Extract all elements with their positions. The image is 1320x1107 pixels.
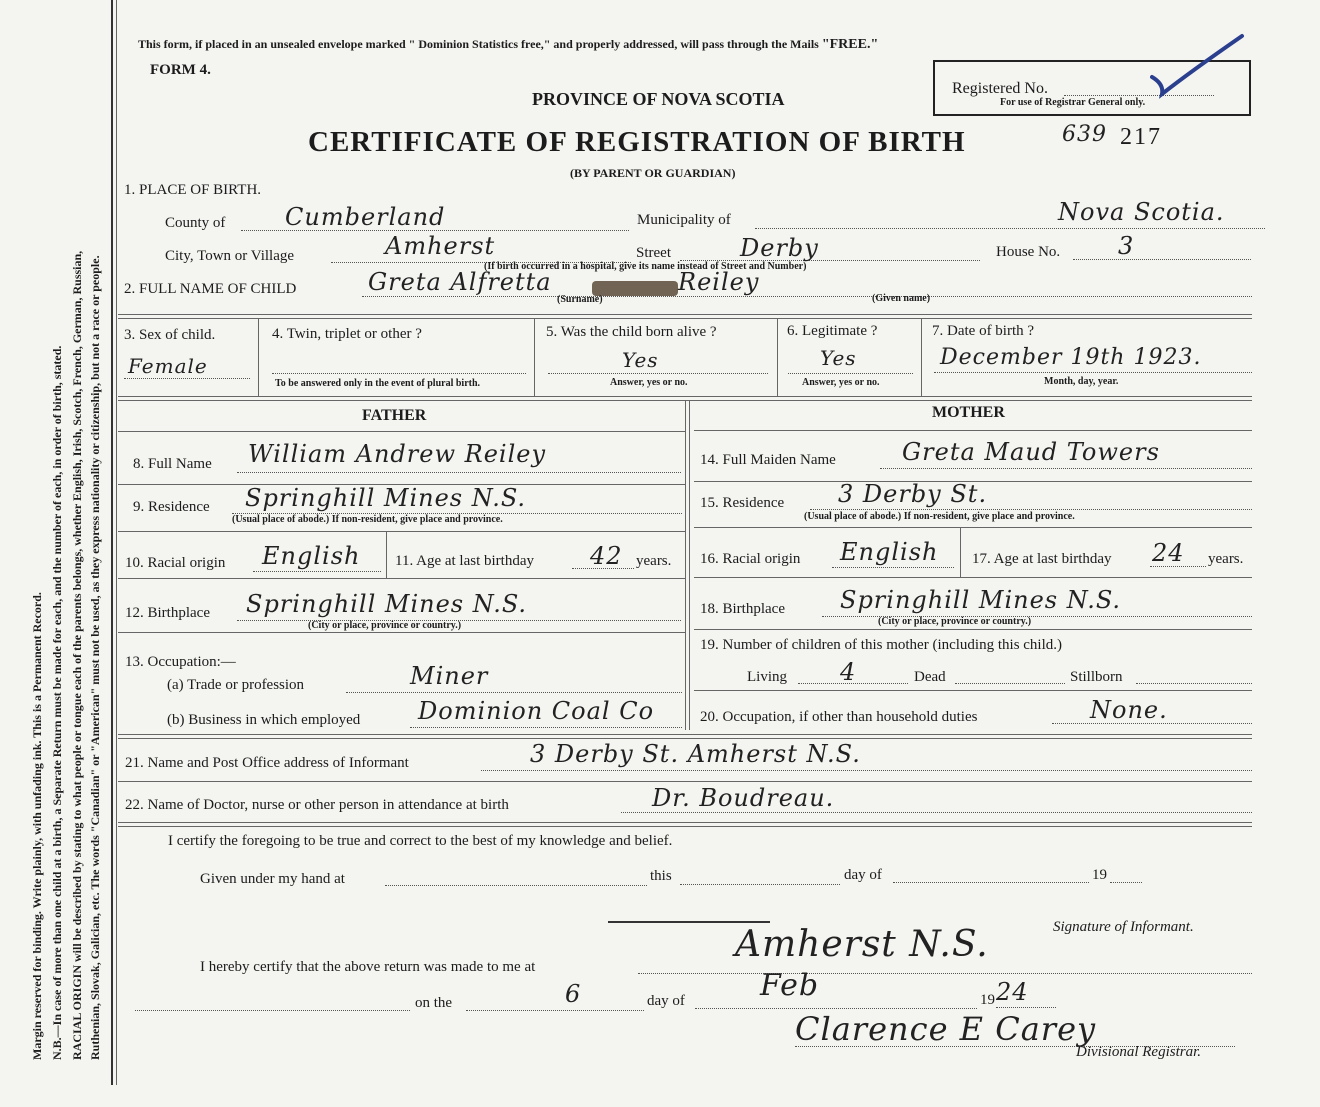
twin-note: To be answered only in the event of plural birth. bbox=[275, 378, 481, 389]
side-note-1: Margin reserved for binding. Write plainly, with unfading ink. This is a Permanent Record. bbox=[30, 592, 44, 1060]
mother-occupation-value: None. bbox=[1090, 696, 1168, 724]
year-label: 19 bbox=[980, 992, 995, 1008]
binding-margin-line-inner bbox=[116, 0, 117, 1085]
alive-value: Yes bbox=[622, 348, 659, 372]
living-label: Living bbox=[747, 669, 787, 685]
house-label: House No. bbox=[996, 244, 1061, 260]
father-race-label: 10. Racial origin bbox=[125, 555, 226, 571]
father-heading: FATHER bbox=[362, 407, 427, 424]
father-residence-value: Springhill Mines N.S. bbox=[245, 484, 527, 512]
father-name-value: William Andrew Reiley bbox=[248, 440, 547, 468]
dead-label: Dead bbox=[914, 669, 946, 685]
given-name-caption: (Given name) bbox=[872, 293, 931, 304]
this-label: this bbox=[650, 868, 672, 884]
certify-statement: I certify the foregoing to be true and correct to the best of my knowledge and belief. bbox=[168, 833, 673, 849]
mother-birthplace-note: (City or place, province or country.) bbox=[878, 616, 1032, 627]
mother-children-label: 19. Number of children of this mother (including this child.) bbox=[700, 637, 1063, 653]
city-label: City, Town or Village bbox=[165, 248, 295, 264]
mother-name-label: 14. Full Maiden Name bbox=[700, 452, 836, 468]
mother-name-value: Greta Maud Towers bbox=[902, 438, 1160, 466]
hospital-note: (If birth occurred in a hospital, give its name instead of Street and Number) bbox=[484, 261, 807, 272]
dob-value: December 19th 1923. bbox=[940, 345, 1202, 370]
sex-label: 3. Sex of child. bbox=[124, 327, 216, 343]
living-value: 4 bbox=[840, 658, 857, 686]
return-label: I hereby certify that the above return was made to me at bbox=[200, 959, 536, 975]
father-age-unit: years. bbox=[636, 553, 672, 569]
side-note-4: Ruthenian, Slovak, Galician, etc. The words "Canadian" or "American" must not be used, as they express nationality or citizenship, but not a race or people. bbox=[88, 255, 102, 1060]
child-name-value: Greta Alfretta bbox=[368, 268, 552, 296]
father-birthplace-value: Springhill Mines N.S. bbox=[246, 590, 528, 618]
father-birthplace-label: 12. Birthplace bbox=[125, 605, 210, 621]
given-under-label: Given under my hand at bbox=[200, 871, 345, 887]
mother-residence-note: (Usual place of abode.) If non-resident, give place and province. bbox=[804, 511, 1075, 522]
legitimate-value: Yes bbox=[820, 346, 857, 370]
alive-note: Answer, yes or no. bbox=[610, 377, 688, 388]
side-note-3: RACIAL ORIGIN will be described by stating to what people or tongue each of the parents belongs, whether English, Irish, Scotch, French, German, Russian, bbox=[70, 250, 84, 1060]
return-place-value: Amherst N.S. bbox=[735, 924, 989, 965]
registered-no-label: Registered No. bbox=[952, 80, 1048, 97]
doctor-label: 22. Name of Doctor, nurse or other person in attendance at birth bbox=[125, 797, 509, 813]
ink-smudge bbox=[592, 281, 678, 296]
father-business-value: Dominion Coal Co bbox=[418, 697, 655, 725]
mother-race-value: English bbox=[840, 538, 939, 566]
mother-heading: MOTHER bbox=[932, 404, 1005, 421]
county-label: County of bbox=[165, 215, 226, 231]
father-age-label: 11. Age at last birthday bbox=[395, 553, 534, 569]
certificate-title: CERTIFICATE OF REGISTRATION OF BIRTH bbox=[308, 126, 966, 158]
informant-value: 3 Derby St. Amherst N.S. bbox=[530, 740, 861, 768]
father-name-label: 8. Full Name bbox=[133, 456, 212, 472]
registered-no-note: For use of Registrar General only. bbox=[1000, 97, 1146, 108]
mother-race-label: 16. Racial origin bbox=[700, 551, 801, 567]
mother-occupation-label: 20. Occupation, if other than household duties bbox=[700, 709, 978, 725]
alive-label: 5. Was the child born alive ? bbox=[546, 324, 717, 340]
stamped-number: 217 bbox=[1120, 124, 1162, 150]
dob-label: 7. Date of birth ? bbox=[932, 323, 1035, 339]
year-value: 24 bbox=[996, 978, 1029, 1006]
father-trade-label: (a) Trade or profession bbox=[167, 677, 305, 693]
father-residence-label: 9. Residence bbox=[133, 499, 210, 515]
stillborn-label: Stillborn bbox=[1070, 669, 1123, 685]
on-month-value: Feb bbox=[760, 968, 820, 1003]
legitimate-label: 6. Legitimate ? bbox=[787, 323, 878, 339]
father-business-label: (b) Business in which employed bbox=[167, 712, 361, 728]
father-race-value: English bbox=[262, 542, 361, 570]
registrar-caption: Divisional Registrar. bbox=[1076, 1044, 1202, 1060]
day-of-label: day of bbox=[844, 867, 882, 883]
mother-residence-value: 3 Derby St. bbox=[838, 480, 988, 508]
on-day-value: 6 bbox=[565, 980, 582, 1008]
day-of-label-2: day of bbox=[647, 993, 685, 1009]
father-birthplace-note: (City or place, province or country.) bbox=[308, 620, 462, 631]
mother-age-label: 17. Age at last birthday bbox=[972, 551, 1112, 567]
county-value: Cumberland bbox=[285, 203, 446, 231]
certificate-subtitle: (BY PARENT OR GUARDIAN) bbox=[570, 166, 736, 180]
mother-age-value: 24 bbox=[1152, 539, 1185, 567]
on-the-label: on the bbox=[415, 995, 453, 1011]
informant-label: 21. Name and Post Office address of Informant bbox=[125, 755, 409, 771]
child-name-label: 2. FULL NAME OF CHILD bbox=[124, 281, 297, 297]
informant-signature-line bbox=[608, 921, 770, 923]
doctor-value: Dr. Boudreau. bbox=[652, 784, 835, 812]
municipality-label: Municipality of bbox=[637, 212, 731, 228]
street-label: Street bbox=[636, 245, 671, 261]
house-value: 3 bbox=[1118, 232, 1135, 260]
registrar-signature: Clarence E Carey bbox=[795, 1010, 1097, 1048]
binding-margin-line bbox=[111, 0, 113, 1085]
dob-note: Month, day, year. bbox=[1044, 376, 1119, 387]
sex-value: Female bbox=[128, 354, 208, 378]
mother-age-unit: years. bbox=[1208, 551, 1244, 567]
mother-residence-label: 15. Residence bbox=[700, 495, 785, 511]
father-occupation-label: 13. Occupation:— bbox=[125, 654, 236, 670]
mother-birthplace-label: 18. Birthplace bbox=[700, 601, 785, 617]
informant-signature-caption: Signature of Informant. bbox=[1053, 919, 1194, 935]
mother-birthplace-value: Springhill Mines N.S. bbox=[840, 586, 1122, 614]
twin-label: 4. Twin, triplet or other ? bbox=[272, 326, 422, 342]
place-of-birth-label: 1. PLACE OF BIRTH. bbox=[124, 182, 262, 198]
surname-caption: (Surname) bbox=[557, 294, 603, 305]
father-residence-note: (Usual place of abode.) If non-resident, give place and province. bbox=[232, 514, 503, 525]
street-value: Derby bbox=[740, 234, 819, 262]
legitimate-note: Answer, yes or no. bbox=[802, 377, 880, 388]
year-prefix-label: 19 bbox=[1092, 867, 1107, 883]
form-number: FORM 4. bbox=[150, 62, 211, 78]
mail-notice: This form, if placed in an unsealed envelope marked " Dominion Statistics free," and properly addressed, will pass through the Mails "FREE." bbox=[138, 37, 879, 52]
check-mark-icon bbox=[1150, 32, 1250, 102]
handwritten-number: 639 bbox=[1062, 122, 1107, 147]
province-title: PROVINCE OF NOVA SCOTIA bbox=[532, 89, 785, 109]
municipality-value: Nova Scotia. bbox=[1058, 198, 1225, 226]
side-note-2: N.B.—In case of more than one child at a birth, a Separate Return must be made for each, and the number of each, in order of birth, stated. bbox=[50, 345, 64, 1060]
father-age-value: 42 bbox=[590, 542, 623, 570]
child-surname-value: Reiley bbox=[678, 268, 760, 296]
city-value: Amherst bbox=[385, 232, 496, 260]
father-trade-value: Miner bbox=[410, 662, 489, 690]
